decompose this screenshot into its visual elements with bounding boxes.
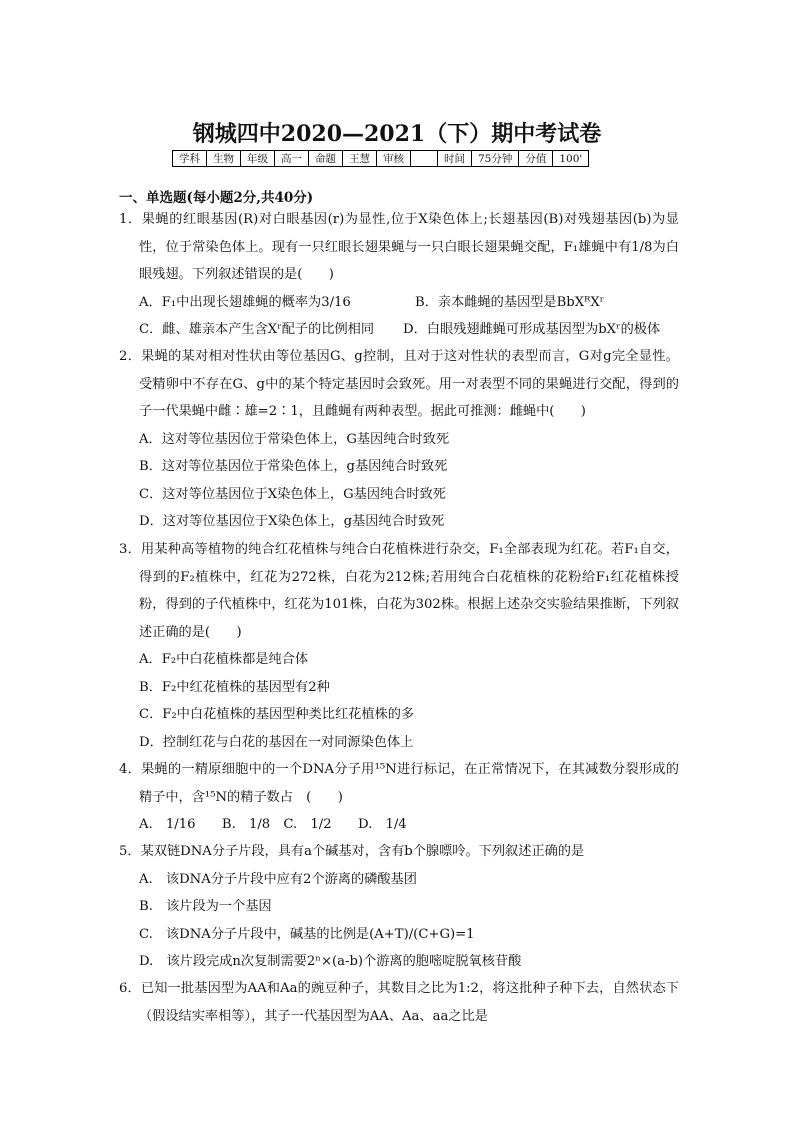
option-a: A．这对等位基因位于常染色体上，G基因纯合时致死 xyxy=(139,431,450,447)
option-a: A．F₁中出现长翅雄蝇的概率为3/16 xyxy=(139,294,351,310)
question-stem: 1．果蝇的红眼基因(R)对白眼基因(r)为显性,位于X染色体上;长翅基因(B)对残翅基因(b)为显性，位于常染色体上。现有一只红眼长翅果蝇与一只白眼长翅果蝇交配，F₁雄蝇中有1/8为白眼残翅。下列叙述错误的是( ) xyxy=(119,212,679,282)
option-d: D. 该片段完成n次复制需要2ⁿ×(a-b)个游离的胞嘧啶脱氧核苷酸 xyxy=(139,954,522,969)
question-stem: 3．用某种高等植物的纯合红花植株与纯合白花植株进行杂交，F₁全部表现为红花。若F₁自交，得到的F₂植株中，红花为272株，白花为212株;若用纯合白花植株的花粉给F₁红花植株授粉，得到的子代植株中，红花为101株，白花为302株。根据上述杂交实验结果推断，下列叙述正确的是( ) xyxy=(119,542,679,640)
question-2 xyxy=(119,343,679,536)
question-1 xyxy=(119,206,679,344)
option-b: B．亲本雌蝇的基因型是BbXᴿXʳ xyxy=(415,294,605,310)
option-c: C．F₂中白花植株的基因型种类比红花植株的多 xyxy=(139,707,415,722)
info-cell-score-label: 分值 xyxy=(519,151,553,167)
info-cell-time: 75分钟 xyxy=(472,151,519,167)
info-cell-grade-label: 年级 xyxy=(241,151,275,167)
options-inline: A. 1/16 B. 1/8 C. 1/2 D. 1/4 xyxy=(139,817,407,832)
question-3 xyxy=(119,536,679,756)
option-b: B. 该片段为一个基因 xyxy=(139,899,272,914)
option-b: B．F₂中红花植株的基因型有2种 xyxy=(139,679,330,695)
option-d: D．白眼残翅雌蝇可形成基因型为bXʳ的极体 xyxy=(403,322,661,337)
question-6 xyxy=(119,975,679,1030)
option-d: D．控制红花与白花的基因在一对同源染色体上 xyxy=(139,734,414,750)
question-stem: 6．已知一批基因型为AA和Aa的豌豆种子，其数目之比为1:2，将这批种子种下去，自然状态下（假设结实率相等），其子一代基因型为AA、Aa、aa之比是 xyxy=(119,981,679,1024)
info-cell-grade: 高一 xyxy=(275,151,309,167)
option-d: D．这对等位基因位于X染色体上，g基因纯合时致死 xyxy=(139,514,445,529)
info-cell-review xyxy=(411,151,438,167)
info-cell-author: 王慧 xyxy=(343,151,377,167)
exam-info-row xyxy=(173,151,589,167)
option-b: B．这对等位基因位于常染色体上，g基因纯合时致死 xyxy=(139,459,448,474)
page-title: 钢城四中2020—2021（下）期中考试卷 xyxy=(192,121,602,147)
option-c: C．雌、雄亲本产生含Xʳ配子的比例相同 xyxy=(139,322,375,337)
info-cell-time-label: 时间 xyxy=(438,151,472,167)
question-stem: 5．某双链DNA分子片段，具有a个碱基对，含有b个腺嘌呤。下列叙述正确的是 xyxy=(119,844,585,859)
question-stem: 2．果蝇的某对相对性状由等位基因G、g控制，且对于这对性状的表型而言，G对g完全显性。受精卵中不存在G、g中的某个特定基因时会致死。用一对表型不同的果蝇进行交配，得到的子一代果蝇中雌∶雄=2∶1，且雌蝇有两种表型。据此可推测：雌蝇中( ) xyxy=(119,349,679,419)
section-heading: 一、单选题(每小题2分,共40分) xyxy=(119,190,314,206)
question-4 xyxy=(119,756,679,839)
info-cell-subject-label: 学科 xyxy=(173,151,207,167)
info-cell-review-label: 审核 xyxy=(377,151,411,167)
question-5 xyxy=(119,838,679,976)
info-cell-subject: 生物 xyxy=(207,151,241,167)
option-a: A. 该DNA分子片段中应有2个游离的磷酸基团 xyxy=(139,871,417,887)
option-a: A．F₂中白花植株都是纯合体 xyxy=(139,652,309,667)
option-row xyxy=(119,289,679,317)
option-row xyxy=(119,316,679,344)
question-stem: 4．果蝇的一精原细胞中的一个DNA分子用¹⁵N进行标记，在正常情况下，在其减数分裂形成的精子中，含¹⁵N的精子数占 ( ) xyxy=(119,762,679,805)
info-cell-author-label: 命题 xyxy=(309,151,343,167)
option-c: C．这对等位基因位于X染色体上，G基因纯合时致死 xyxy=(139,486,446,502)
exam-info-table xyxy=(172,150,589,167)
info-cell-score: 100' xyxy=(553,151,589,167)
option-c: C. 该DNA分子片段中，碱基的比例是(A+T)/(C+G)=1 xyxy=(139,926,475,942)
